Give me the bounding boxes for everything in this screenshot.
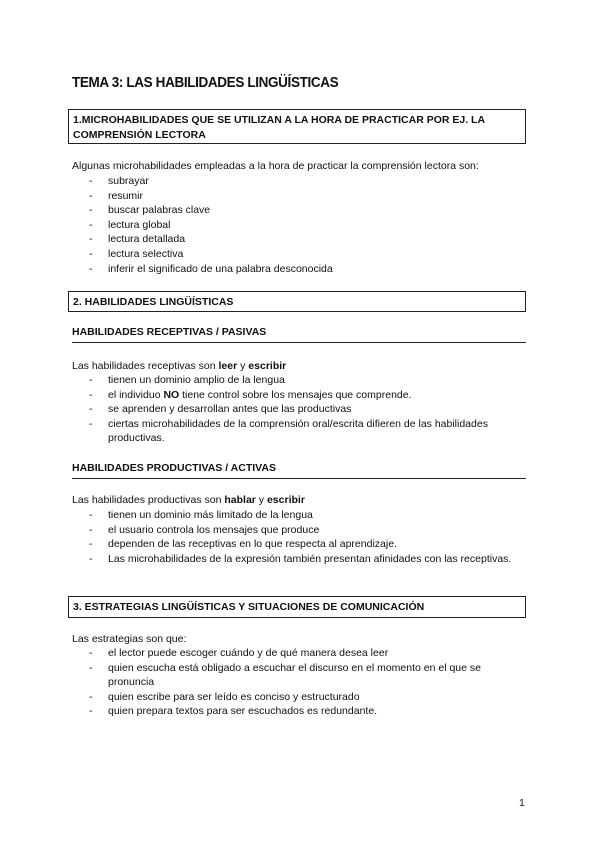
list-item: - lectura global <box>72 218 522 233</box>
section-1-intro: Algunas microhabilidades empleadas a la hora de practicar la comprensión lectora son: <box>72 160 479 172</box>
list-item: - tienen un dominio más limitado de la lengua <box>72 508 522 523</box>
list-item: - ciertas microhabilidades de la comprensión oral/escrita difieren de las habilidades productivas. <box>72 417 522 446</box>
list-item: - tienen un dominio amplio de la lengua <box>72 373 522 388</box>
section-3-intro: Las estrategias son que: <box>72 633 187 645</box>
list-item: - Las microhabilidades de la expresión también presentan afinidades con las receptivas. <box>72 552 522 567</box>
section-1-heading-box <box>68 109 526 144</box>
list-item: - el individuo NO tiene control sobre los mensajes que comprende. <box>72 388 522 403</box>
list-item: - el lector puede escoger cuándo y de qué manera desea leer <box>72 646 522 661</box>
section-3-list <box>72 646 522 719</box>
list-item: - quien escribe para ser leído es conciso y estructurado <box>72 690 522 705</box>
list-item: - subrayar <box>72 174 522 189</box>
receptive-list <box>72 373 522 446</box>
list-item: - resumir <box>72 189 522 204</box>
list-item: - inferir el significado de una palabra desconocida <box>72 262 522 277</box>
section-3-heading-box <box>68 596 526 618</box>
list-item: - lectura selectiva <box>72 247 522 262</box>
productive-list <box>72 508 522 566</box>
list-item: - se aprenden y desarrollan antes que las productivas <box>72 402 522 417</box>
section-3-heading: 3. ESTRATEGIAS LINGÜÍSTICAS Y SITUACIONES DE COMUNICACIÓN <box>73 601 425 613</box>
productive-subheading: HABILIDADES PRODUCTIVAS / ACTIVAS <box>72 462 526 479</box>
list-item: - el usuario controla los mensajes que produce <box>72 523 522 538</box>
receptive-subheading: HABILIDADES RECEPTIVAS / PASIVAS <box>72 326 526 343</box>
page-number: 1 <box>519 797 525 809</box>
list-item: - dependen de las receptivas en lo que respecta al aprendizaje. <box>72 537 522 552</box>
list-item: - quien escucha está obligado a escuchar el discurso en el momento en el que se pronuncia <box>72 661 522 690</box>
productive-intro: Las habilidades productivas son hablar y escribir <box>72 494 305 506</box>
receptive-intro: Las habilidades receptivas son leer y escribir <box>72 360 287 372</box>
section-1-heading: 1.MICROHABILIDADES QUE SE UTILIZAN A LA HORA DE PRACTICAR POR EJ. LA COMPRENSIÓN LECTORA <box>73 114 485 141</box>
section-2-heading-box <box>68 291 526 312</box>
section-1-list <box>72 174 522 276</box>
list-item: - buscar palabras clave <box>72 203 522 218</box>
list-item: - lectura detallada <box>72 232 522 247</box>
list-item: - quien prepara textos para ser escuchados es redundante. <box>72 704 522 719</box>
section-2-heading: 2. HABILIDADES LINGÜÍSTICAS <box>73 296 234 308</box>
document-title: TEMA 3: LAS HABILIDADES LINGÜÍSTICAS <box>72 74 339 91</box>
